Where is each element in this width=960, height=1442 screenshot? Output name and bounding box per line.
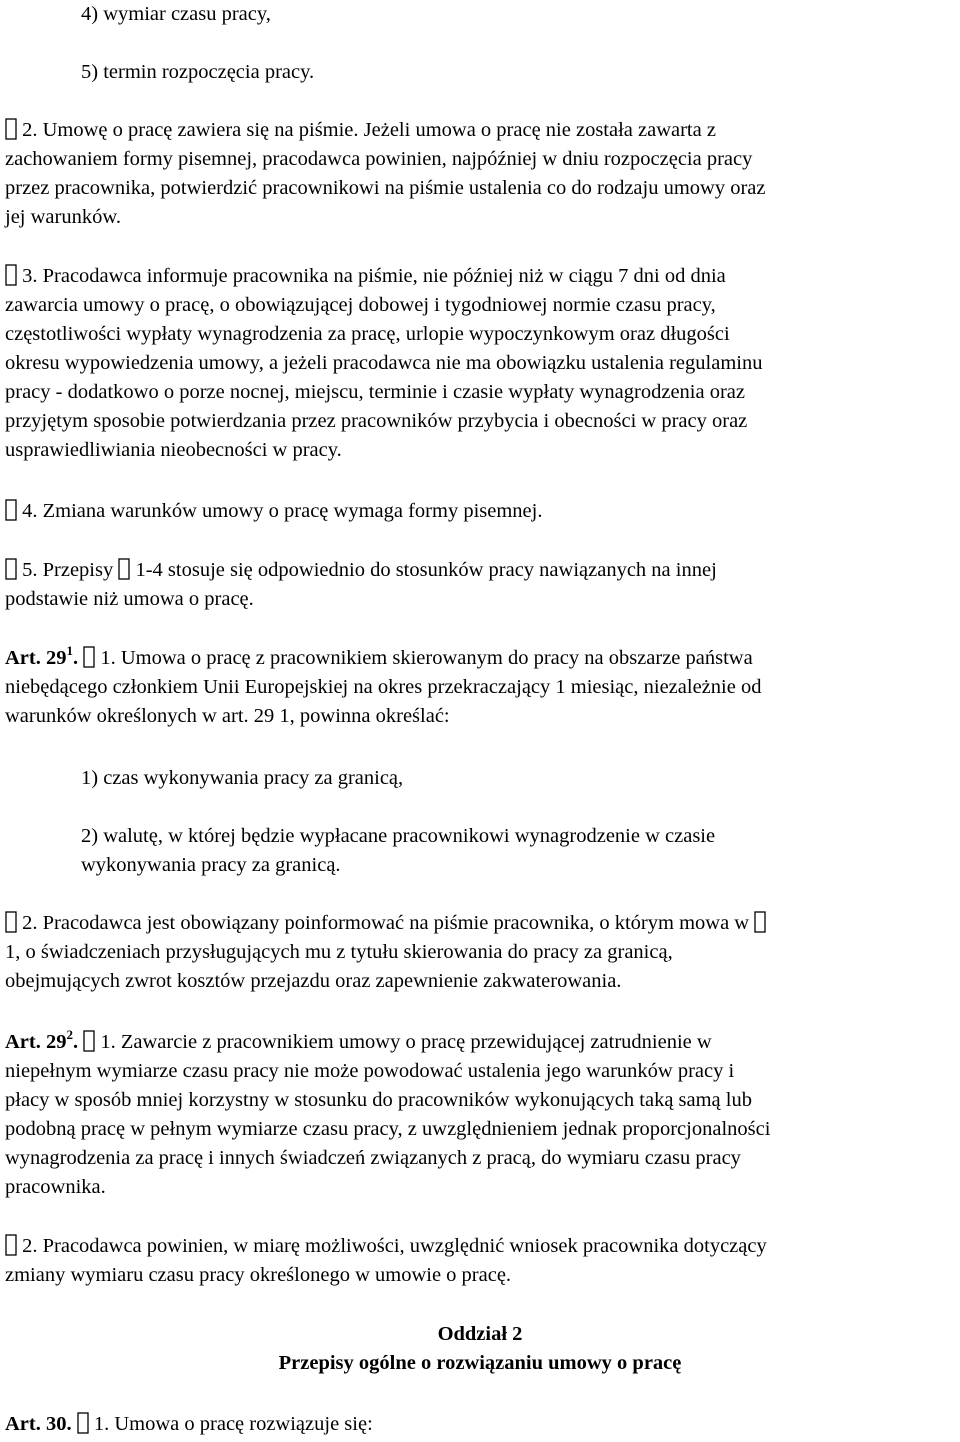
paragraph-3-line-3: częstotliwości wypłaty wynagrodzenia za pracę, urlopie wypoczynkowym oraz długości (5, 323, 730, 345)
article-29-1-paragraph-2-line-1: 2. Pracodawca jest obowiązany poinformować na piśmie pracownika, o którym mowa w (5, 909, 766, 938)
section-title: Oddział 2 (437, 1323, 523, 1345)
paragraph-3-line-5: pracy - dodatkowo o porze nocnej, miejscu, terminie i czasie wypłaty wynagrodzenia oraz (5, 381, 745, 403)
section-sign-icon (5, 909, 17, 938)
list-item-5: 5) termin rozpoczęcia pracy. (81, 61, 315, 83)
article-29-1-paragraph-2-line-3: obejmujących zwrot kosztów przejazdu oraz zapewnienie zakwaterowania. (5, 970, 622, 992)
section-sign-icon (5, 116, 17, 145)
paragraph-3-line-1: 3. Pracodawca informuje pracownika na piśmie, nie później niż w ciągu 7 dni od dnia (5, 262, 726, 291)
article-label: Art. 30. (5, 1413, 72, 1435)
article-29-1-item-2-line-2: wykonywania pracy za granicą. (81, 854, 341, 876)
article-29-2-paragraph-2-line-2: zmiany wymiaru czasu pracy określonego w umowie o pracę. (5, 1264, 512, 1286)
article-29-2-line-2: niepełnym wymiarze czasu pracy nie może powodować ustalenia jego warunków pracy i (5, 1060, 735, 1082)
article-29-2-line-6: pracownika. (5, 1176, 106, 1198)
section-sign-icon (5, 1232, 17, 1261)
article-label: Art. $29^2$. (5, 1027, 79, 1053)
article-30-line-1: Art. 30. 1. Umowa o pracę rozwiązuje się: (5, 1410, 373, 1439)
paragraph-5-line-1: 5. Przepisy 1-4 stosuje się odpowiednio do stosunków pracy nawiązanych na innej (5, 556, 717, 585)
article-29-1-line-3: warunków określonych w art. 29 1, powinna określać: (5, 705, 450, 727)
article-29-2-line-3: płacy w sposób mniej korzystny w stosunku do pracowników wykonujących taką samą lub (5, 1089, 752, 1111)
paragraph-3-line-4: okresu wypowiedzenia umowy, a jeżeli pracodawca nie ma obowiązku ustalenia regulaminu (5, 352, 763, 374)
section-sign-icon (83, 1028, 95, 1057)
section-sign-icon (118, 556, 130, 585)
paragraph-2-line-2: zachowaniem formy pisemnej, pracodawca powinien, najpóźniej w dniu rozpoczęcia pracy (5, 148, 753, 170)
article-29-1-line-2: niebędącego członkiem Unii Europejskiej na okres przekraczający 1 miesiąc, niezależnie od (5, 676, 762, 698)
section-sign-icon (83, 644, 95, 673)
list-item-4: 4) wymiar czasu pracy, (81, 3, 271, 25)
section-sign-icon (5, 262, 17, 291)
article-29-2-line-4: podobną pracę w pełnym wymiarze czasu pracy, z uwzględnieniem jednak proporcjonalności (5, 1118, 771, 1140)
paragraph-3-line-7: usprawiedliwiania nieobecności w pracy. (5, 439, 342, 461)
paragraph-2-line-4: jej warunków. (5, 206, 121, 228)
article-29-2-line-5: wynagrodzenia za pracę i innych świadczeń związanych z pracą, do wymiaru czasu pracy (5, 1147, 741, 1169)
paragraph-3-line-6: przyjętym sposobie potwierdzania przez pracowników przybycia i obecności w pracy oraz (5, 410, 748, 432)
section-sign-icon (754, 909, 766, 938)
article-29-1-paragraph-2-line-2: 1, o świadczeniach przysługujących mu z tytułu skierowania do pracy za granicą, (5, 941, 673, 963)
section-sign-icon (5, 556, 17, 585)
section-sign-icon (77, 1410, 89, 1439)
article-label: Art. $29^1$. (5, 643, 79, 669)
article-29-1-line-1: Art. $29^1$. 1. Umowa o pracę z pracownikiem skierowanym do pracy na obszarze państwa (5, 644, 753, 673)
paragraph-2-line-1: 2. Umowę o pracę zawiera się na piśmie. Jeżeli umowa o pracę nie została zawarta z (5, 116, 716, 145)
article-29-2-paragraph-2-line-1: 2. Pracodawca powinien, w miarę możliwości, uwzględnić wniosek pracownika dotyczący (5, 1232, 767, 1261)
paragraph-2-line-3: przez pracownika, potwierdzić pracownikowi na piśmie ustalenia co do rodzaju umowy oraz (5, 177, 766, 199)
section-sign-icon (5, 497, 17, 526)
article-29-2-line-1: Art. $29^2$. 1. Zawarcie z pracownikiem umowy o pracę przewidującej zatrudnienie w (5, 1028, 712, 1057)
article-29-1-item-1: 1) czas wykonywania pracy za granicą, (81, 767, 404, 789)
section-subtitle: Przepisy ogólne o rozwiązaniu umowy o pracę (278, 1352, 682, 1374)
paragraph-5-line-2: podstawie niż umowa o pracę. (5, 588, 254, 610)
article-29-1-item-2-line-1: 2) walutę, w której będzie wypłacane pracownikowi wynagrodzenie w czasie (81, 825, 716, 847)
paragraph-3-line-2: zawarcia umowy o pracę, o obowiązującej dobowej i tygodniowej normie czasu pracy, (5, 294, 716, 316)
paragraph-4: 4. Zmiana warunków umowy o pracę wymaga formy pisemnej. (5, 497, 542, 526)
